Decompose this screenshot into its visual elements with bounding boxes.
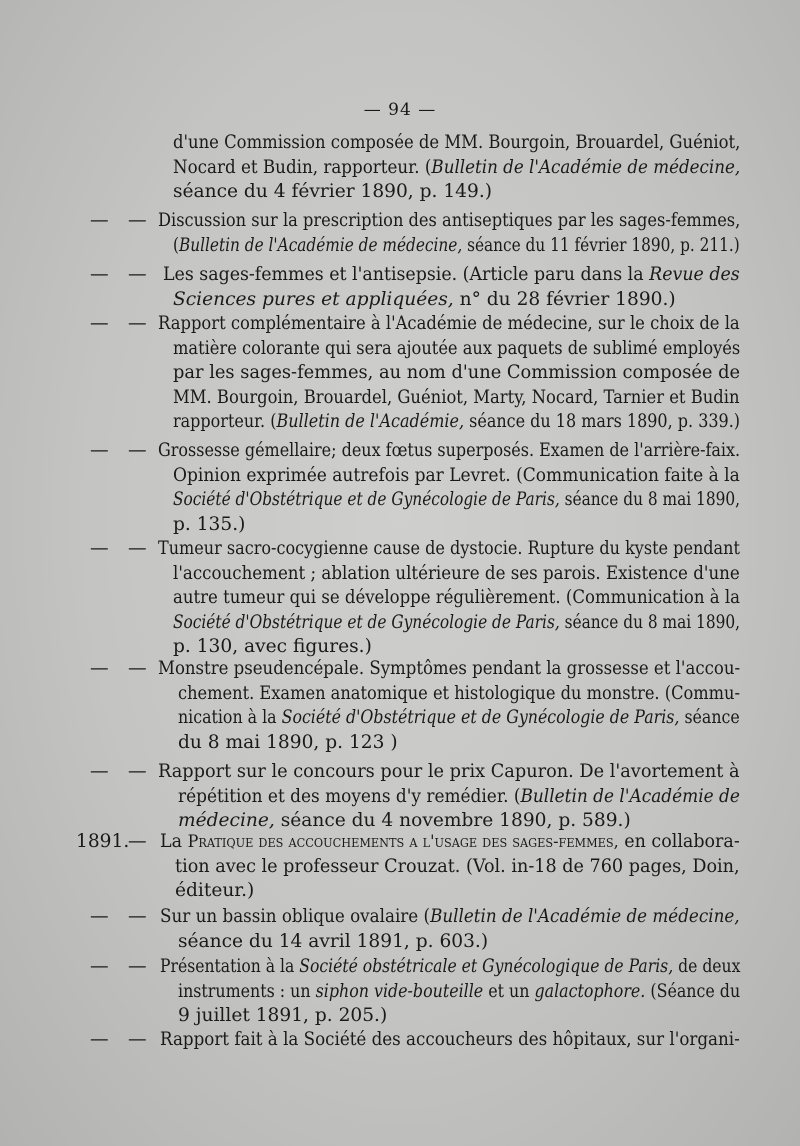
entry-line: Nocard et Budin, rapporteur. (Bulletin de l'Académie de médecine, bbox=[173, 156, 741, 178]
ditto-dash: — bbox=[128, 906, 147, 927]
entry-line: du 8 mai 1890, p. 123 ) bbox=[178, 731, 398, 753]
ditto-dash: — bbox=[128, 658, 147, 679]
entry-line: Sciences pures et appliquées, n° du 28 février 1890.) bbox=[173, 288, 676, 310]
ditto-dash: — bbox=[128, 264, 147, 285]
italic-title: Société obstétricale et Gynécologique de Paris, bbox=[299, 956, 674, 977]
ditto-dash: — bbox=[90, 440, 109, 461]
ditto-dash: — bbox=[128, 831, 147, 852]
italic-title: Société d'Obstétrique et de Gynécologie de Paris, bbox=[173, 611, 560, 633]
ditto-dash: — bbox=[128, 210, 147, 231]
ditto-dash: — bbox=[90, 1029, 109, 1050]
entry-line: Tumeur sacro-cocygienne cause de dystocie. Rupture du kyste pendant bbox=[158, 538, 740, 559]
entry-line: Opinion exprimée autrefois par Levret. (Communication faite à la bbox=[173, 464, 740, 486]
entry-line: médecine, séance du 4 novembre 1890, p. 589.) bbox=[178, 810, 631, 832]
ditto-dash: — bbox=[90, 906, 109, 927]
italic-title: Bulletin de l'Académie de bbox=[520, 785, 740, 807]
entry-line: Grossesse gémellaire; deux fœtus superposés. Examen de l'arrière-faix. bbox=[158, 440, 741, 461]
entry-line: instruments : un siphon vide-bouteille et un galactophore. (Séance du bbox=[178, 980, 741, 1002]
ditto-dash: — bbox=[90, 264, 109, 285]
entry-line: répétition et des moyens d'y remédier. (Bulletin de l'Académie de bbox=[178, 785, 740, 807]
ditto-dash: — bbox=[128, 1029, 147, 1050]
entry-line: Société d'Obstétrique et de Gynécologie de Paris, séance du 8 mai 1890, bbox=[173, 489, 741, 511]
ditto-dash: — bbox=[90, 761, 109, 782]
entry-line: Rapport sur le concours pour le prix Capuron. De l'avortement à bbox=[158, 761, 740, 782]
entry-line: Monstre pseudencépale. Symptômes pendant la grossesse et l'accou- bbox=[158, 658, 741, 679]
entry-line: Rapport fait à la Société des accoucheurs des hôpitaux, sur l'organi- bbox=[160, 1029, 740, 1050]
entry-line: Rapport complémentaire à l'Académie de médecine, sur le choix de la bbox=[158, 313, 740, 334]
entry-line: nication à la Société d'Obstétrique et de Gynécologie de Paris, séance bbox=[178, 707, 740, 729]
italic-title: Société d'Obstétrique et de Gynécologie de Paris, bbox=[173, 489, 560, 511]
ditto-dash: — bbox=[128, 313, 147, 334]
ditto-dash: — bbox=[128, 440, 147, 461]
italic-title: Société d'Obstétrique et de Gynécologie de Paris, bbox=[281, 707, 680, 729]
italic-title: siphon vide-bouteille bbox=[315, 980, 484, 1002]
entry-line: Société d'Obstétrique et de Gynécologie de Paris, séance du 8 mai 1890, bbox=[173, 611, 741, 633]
entry-year: 1891. bbox=[76, 831, 130, 852]
small-caps-title: Pratique des accouchements a l'usage des sages-femmes, bbox=[187, 832, 619, 852]
italic-title: Bulletin de l'Académie de médecine, bbox=[430, 906, 740, 927]
entry-line: MM. Bourgoin, Brouardel, Guéniot, Marty, Nocard, Tarnier et Budin bbox=[173, 386, 740, 408]
entry-line: tion avec le professeur Crouzat. (Vol. in-18 de 760 pages, Doin, bbox=[175, 855, 740, 877]
entry-line: Discussion sur la prescription des antiseptiques par les sages-femmes, bbox=[158, 210, 741, 231]
ditto-dash: — bbox=[128, 761, 147, 782]
entry-line: Sur un bassin oblique ovalaire (Bulletin de l'Académie de médecine, bbox=[160, 906, 740, 927]
ditto-dash: — bbox=[90, 956, 109, 977]
italic-title: Revue des bbox=[649, 264, 740, 285]
entry-line: rapporteur. (Bulletin de l'Académie, séance du 18 mars 1890, p. 339.) bbox=[173, 411, 741, 433]
ditto-dash: — bbox=[128, 956, 147, 977]
italic-title: Bulletin de l'Académie de médecine, bbox=[178, 234, 463, 256]
entry-line: (Bulletin de l'Académie de médecine, séance du 11 février 1890, p. 211.) bbox=[173, 234, 740, 256]
entry-line: Présentation à la Société obstétricale et Gynécologique de Paris, de deux bbox=[160, 956, 741, 977]
entry-line: séance du 4 février 1890, p. 149.) bbox=[173, 181, 493, 203]
entry-line: La Pratique des accouchements a l'usage des sages-femmes, en collabora- bbox=[160, 831, 740, 852]
italic-title: médecine, bbox=[178, 810, 275, 832]
entry-line: par les sages-femmes, au nom d'une Commission composée de bbox=[173, 362, 741, 384]
entry-line: séance du 14 avril 1891, p. 603.) bbox=[178, 930, 489, 952]
entry-line: p. 135.) bbox=[173, 513, 246, 535]
page-number: — 94 — bbox=[363, 100, 437, 120]
entry-line: chement. Examen anatomique et histologique du monstre. (Commu- bbox=[178, 682, 740, 704]
entry-line: éditeur.) bbox=[175, 880, 255, 902]
entry-line: matière colorante qui sera ajoutée aux paquets de sublimé employés bbox=[173, 337, 741, 359]
italic-title: Bulletin de l'Académie de médecine, bbox=[431, 156, 741, 178]
ditto-dash: — bbox=[90, 658, 109, 679]
ditto-dash: — bbox=[90, 313, 109, 334]
ditto-dash: — bbox=[90, 210, 109, 231]
entry-line: 9 juillet 1891, p. 205.) bbox=[178, 1005, 388, 1027]
entry-line: Les sages-femmes et l'antisepsie. (Article paru dans la Revue des bbox=[163, 264, 740, 285]
entry-line: l'accouchement ; ablation ultérieure de ses parois. Existence d'une bbox=[173, 562, 740, 584]
italic-title: galactophore. bbox=[534, 980, 646, 1002]
entry-line: d'une Commission composée de MM. Bourgoin, Brouardel, Guéniot, bbox=[173, 132, 741, 153]
italic-title: Bulletin de l'Académie, bbox=[276, 411, 465, 433]
entry-line: autre tumeur qui se développe régulièrement. (Communication à la bbox=[173, 587, 740, 609]
italic-title: Sciences pures et appliquées, bbox=[173, 288, 454, 310]
ditto-dash: — bbox=[90, 538, 109, 559]
ditto-dash: — bbox=[128, 538, 147, 559]
entry-line: p. 130, avec figures.) bbox=[173, 636, 372, 658]
